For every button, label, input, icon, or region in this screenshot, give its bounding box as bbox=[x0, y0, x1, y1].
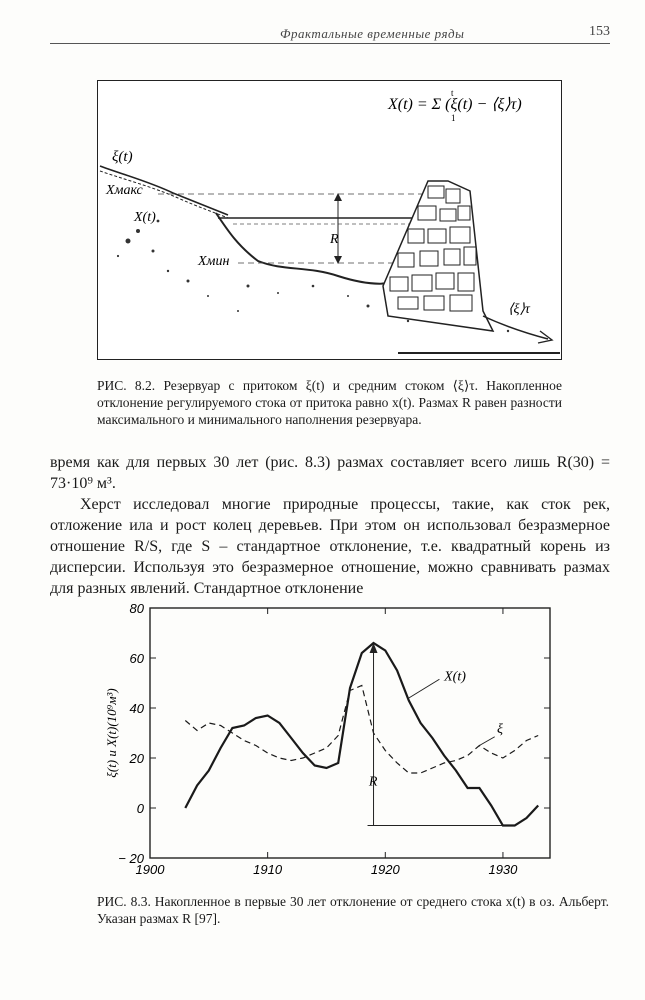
y-tick-label: 80 bbox=[129, 601, 144, 616]
label-xi: ξ(t) bbox=[112, 149, 133, 165]
plot-frame bbox=[150, 608, 550, 858]
x-tick-label: 1920 bbox=[370, 862, 400, 877]
x-tick-label: 1930 bbox=[488, 862, 518, 877]
y-axis-label: ξ(t) и X(t)(10⁹м³) bbox=[104, 688, 119, 778]
y-tick-label: 0 bbox=[136, 801, 144, 816]
header-rule bbox=[50, 43, 610, 44]
outflow-stream bbox=[483, 316, 548, 339]
x-tick-label: 1900 bbox=[135, 862, 165, 877]
reservoir-drawing bbox=[98, 81, 560, 358]
y-tick-label: 60 bbox=[129, 651, 144, 666]
running-header bbox=[50, 24, 610, 44]
formula-upper: t bbox=[451, 88, 454, 98]
annotation-1: ξ bbox=[497, 722, 504, 737]
figure-8-3-caption: РИС. 8.3. Накопленное в первые 30 лет отклонение от среднего стока x(t) в оз. Альберт. Указан размах R [97]. bbox=[97, 894, 609, 926]
y-tick-label: 40 bbox=[129, 701, 144, 716]
formula-text: X(t) = Σ (ξ(t) − ⟨ξ⟩τ) bbox=[388, 96, 522, 113]
running-title: Фрактальные временные ряды bbox=[280, 26, 465, 41]
page-number: 153 bbox=[589, 24, 610, 39]
annotation-2: R bbox=[368, 774, 378, 790]
label-xmax: Xмакс bbox=[106, 183, 143, 198]
label-xt: X(t) bbox=[134, 210, 156, 225]
label-xi-tau: ⟨ξ⟩τ bbox=[508, 302, 530, 317]
y-tick-label: 20 bbox=[129, 751, 144, 766]
formula-lower: 1 bbox=[451, 113, 456, 123]
figure-8-3-chart bbox=[100, 600, 570, 885]
paragraph-2: Херст исследовал многие природные процессы, такие, как сток рек, отложение ила и рост колец деревьев. При этом он использовал безразмерное отношение R/S, где S – стандартное отклонение, т.е. квадратный корень из дисперсии. Используя это безразмерное отношение, можно сравнивать размах для разных явлений. Стандартное отклонение bbox=[50, 496, 610, 597]
label-r: R bbox=[330, 232, 339, 247]
annotation-0: X(t) bbox=[444, 669, 466, 685]
xi-leader bbox=[479, 737, 494, 746]
series-xi-line bbox=[185, 686, 538, 774]
series-xt-line bbox=[185, 643, 538, 826]
x-tick-label: 1910 bbox=[253, 862, 283, 877]
label-xmin: Xмин bbox=[198, 254, 230, 269]
xt-leader bbox=[409, 679, 440, 698]
figure-8-2-caption: РИС. 8.2. Резервуар с притоком ξ(t) и средним стоком ⟨ξ⟩τ. Накопленное отклонение регулируемого стока от притока равно x(t). Размах R равен разности максимального и минимального наполнения резервуара. bbox=[97, 378, 562, 427]
y-tick-label: − 20 bbox=[118, 851, 144, 866]
figure-reservoir bbox=[97, 80, 562, 360]
paragraph-1: время как для первых 30 лет (рис. 8.3) размах составляет всего лишь R(30) = 73·10⁹ м³. bbox=[50, 454, 610, 492]
